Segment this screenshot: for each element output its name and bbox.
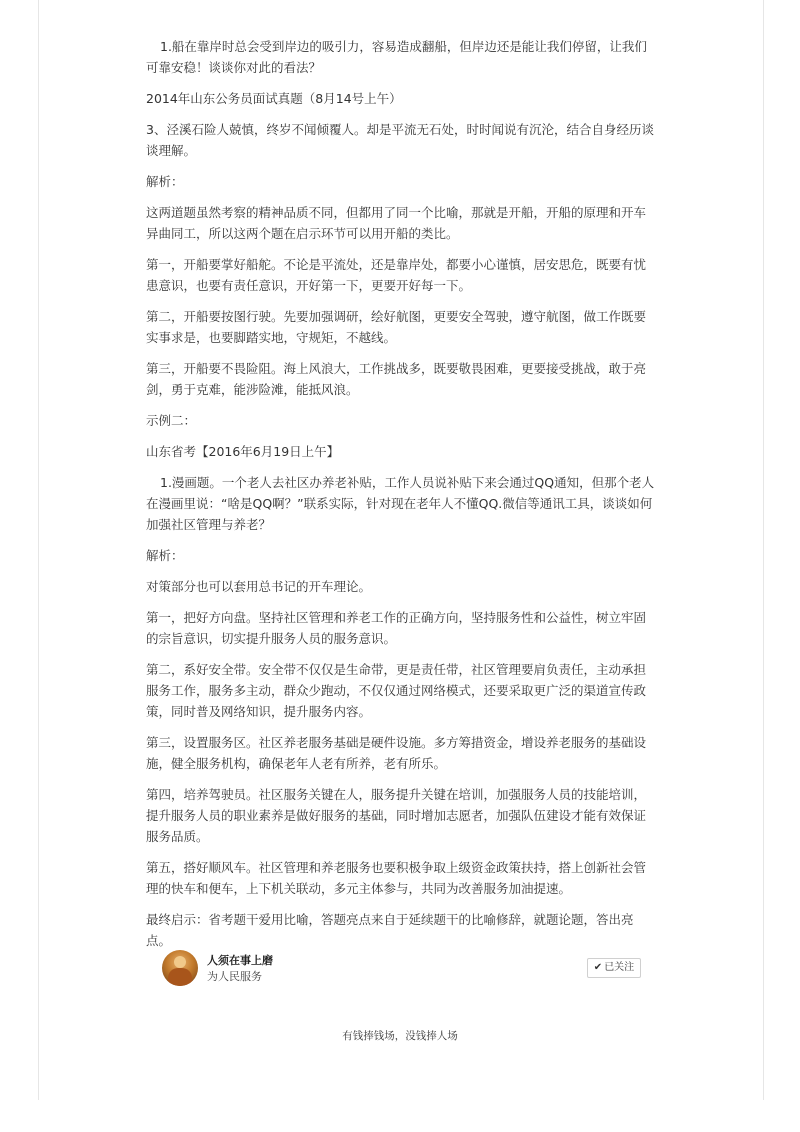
follow-button[interactable] [587,958,641,978]
avatar[interactable] [162,950,198,986]
article-paragraph: 第一，把好方向盘。坚持社区管理和养老工作的正确方向，坚持服务性和公益性，树立牢固的宗旨意识，切实提升服务人员的服务意识。 [146,610,647,646]
follow-button-label: 已关注 [604,962,635,973]
article-body [146,36,656,961]
article-paragraph: 第五，搭好顺风车。社区管理和养老服务也要积极争取上级资金政策扶持，搭上创新社会管理的快车和便车，上下机关联动，多元主体参与，共同为改善服务加油提速。 [146,860,647,896]
check-icon: ✔ [593,962,603,973]
avatar-body [168,968,192,986]
article-paragraph: 解析： [146,174,184,189]
article-paragraph: 第一，开船要掌好船舵。不论是平流处，还是靠岸处，都要小心谨慎，居安思危，既要有忧患意识，也要有责任意识，开好第一下，更要开好每一下。 [146,257,647,293]
article-paragraph: 第三，设置服务区。社区养老服务基础是硬件设施。多方筹措资金，增设养老服务的基础设施，健全服务机构，确保老年人老有所养，老有所乐。 [146,735,647,771]
article-paragraph: 示例二： [146,413,197,428]
article-paragraph: 第二，系好安全带。安全带不仅仅是生命带，更是责任带，社区管理要肩负责任，主动承担服务工作，服务多主动，群众少跑动，不仅仅通过网络模式，还要采取更广泛的渠道宣传政策，同时普及网络知识，提升服务内容。 [146,662,647,719]
article-paragraph: 1.漫画题。一个老人去社区办养老补贴，工作人员说补贴下来会通过QQ通知，但那个老人在漫画里说：“啥是QQ啊？”联系实际，针对现在老年人不懂QQ.微信等通讯工具，谈谈如何加强社区管理与养老？ [146,475,655,532]
footer-text: 有钱捧钱场，没钱捧人场 [342,1030,458,1042]
article-paragraph: 第二，开船要按图行驶。先要加强调研，绘好航图，更要安全驾驶，遵守航图，做工作既要实事求是，也要脚踏实地，守规矩，不越线。 [146,309,647,345]
article-paragraph: 解析： [146,548,184,563]
author-description: 为人民服务 [207,970,262,983]
article-paragraph: 3、泾溪石险人兢慎，终岁不闻倾覆人。却是平流无石处，时时闻说有沉沦，结合自身经历谈谈理解。 [146,122,654,158]
article-paragraph: 第四，培养驾驶员。社区服务关键在人，服务提升关键在培训，加强服务人员的技能培训，提升服务人员的职业素养是做好服务的基础，同时增加志愿者，加强队伍建设才能有效保证服务品质。 [146,787,647,844]
article-paragraph: 2014年山东公务员面试真题（8月14号上午） [146,91,402,106]
article-paragraph: 这两道题虽然考察的精神品质不同，但都用了同一个比喻，那就是开船，开船的原理和开车异曲同工，所以这两个题在启示环节可以用开船的类比。 [146,205,647,241]
author-name[interactable]: 人须在事上磨 [207,954,273,967]
article-paragraph: 山东省考【2016年6月19日上午】 [146,444,340,459]
article-paragraph: 对策部分也可以套用总书记的开车理论。 [146,579,372,594]
avatar-head [174,956,186,968]
author-card [162,950,642,986]
article-paragraph: 最终启示：省考题干爱用比喻，答题亮点来自于延续题干的比喻修辞，就题论题，答出亮点。 [146,912,634,948]
article-paragraph: 第三，开船要不畏险阻。海上风浪大，工作挑战多，既要敬畏困难，更要接受挑战，敢于亮剑，勇于克难，能涉险滩，能抵风浪。 [146,361,647,397]
article-paragraph: 1.船在靠岸时总会受到岸边的吸引力，容易造成翻船，但岸边还是能让我们停留，让我们可靠安稳！谈谈你对此的看法？ [146,39,647,75]
